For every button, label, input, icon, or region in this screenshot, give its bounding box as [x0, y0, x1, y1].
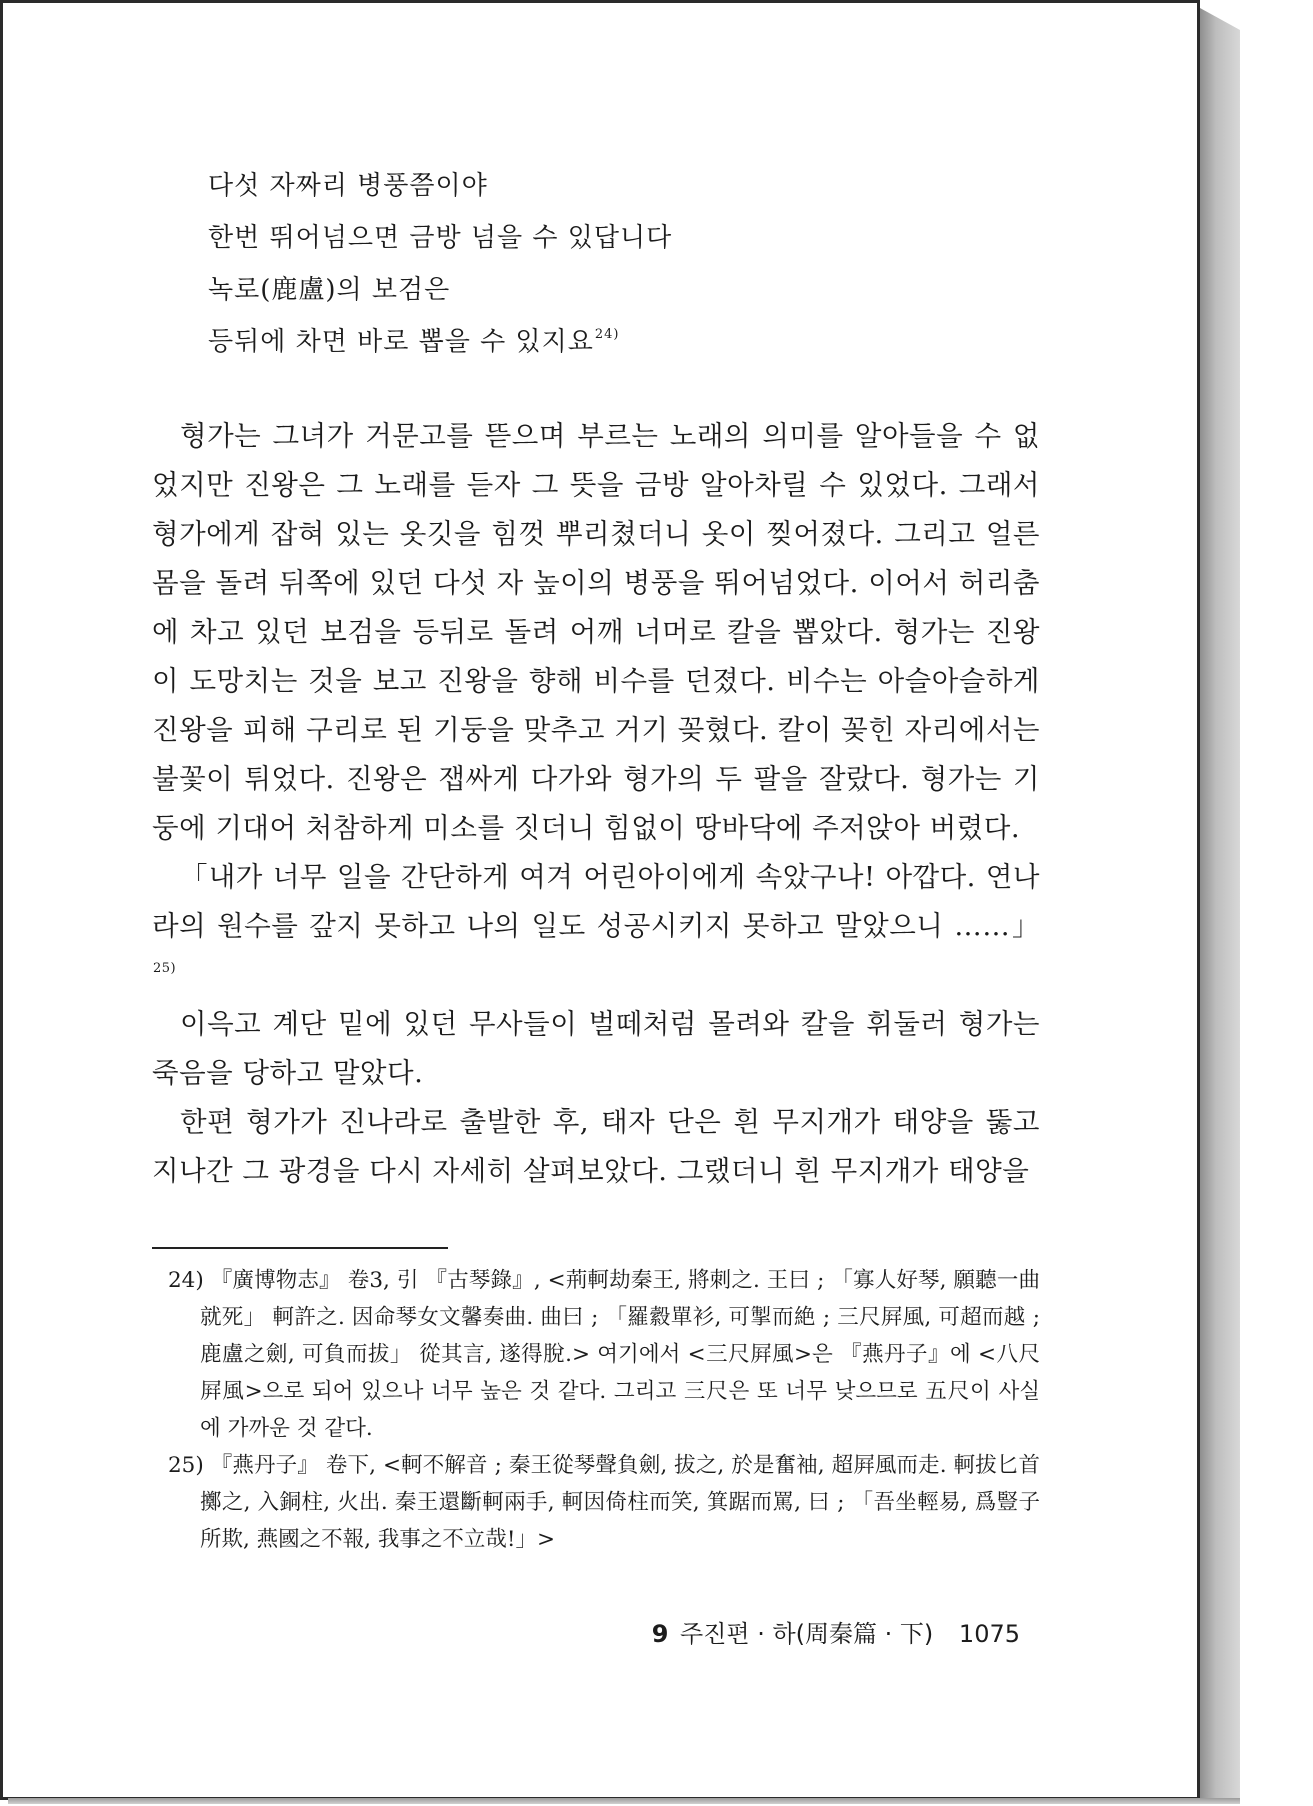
footnote-ref-24: 24) — [594, 327, 620, 342]
poem-line-2: 한번 뛰어넘으면 금방 넘을 수 있답니다 — [208, 223, 673, 253]
body-text — [152, 412, 1040, 1196]
poem-line-3: 녹로(鹿盧)의 보검은 — [208, 275, 451, 305]
page-bottom-shadow — [8, 1798, 1240, 1804]
poem-line-1: 다섯 자짜리 병풍쯤이야 — [208, 171, 488, 201]
poem-line-4 — [208, 316, 1108, 368]
paragraph-2 — [152, 853, 1040, 1000]
paragraph-4: 한편 형가가 진나라로 출발한 후, 태자 단은 흰 무지개가 태양을 뚫고 지나간 그 광경을 다시 자세히 살펴보았다. 그랬더니 흰 무지개가 태양을 — [152, 1106, 1040, 1187]
footnote-ref-25: 25) — [153, 961, 177, 976]
volume-number: 9 — [651, 1620, 669, 1648]
paragraph-1: 형가는 그녀가 거문고를 뜯으며 부르는 노래의 의미를 알아들을 수 없었지만 진왕은 그 노래를 듣자 그 뜻을 금방 알아차릴 수 있었다. 그래서 형가에게 잡혀 있는 옷깃을 힘껏 뿌리쳤더니 옷이 찢어졌다. 그리고 얼른 몸을 돌려 뒤쪽에 있던 다섯 자 높이의 병풍을 뛰어넘었다. 이어서 허리춤에 차고 있던 보검을 등뒤로 돌려 어깨 너머로 칼을 뽑았다. 형가는 진왕이 도망치는 것을 보고 진왕을 향해 비수를 던졌다. 비수는 아슬아슬하게 진왕을 피해 구리로 된 기둥을 맞추고 거기 꽂혔다. 칼이 꽂힌 자리에서는 불꽃이 튀었다. 진왕은 잽싸게 다가와 형가의 두 팔을 잘랐다. 형가는 기둥에 기대어 처참하게 미소를 짓더니 힘없이 땅바닥에 주저앉아 버렸다. — [152, 420, 1040, 844]
poem-line-4-text: 등뒤에 차면 바로 뽑을 수 있지요 — [208, 327, 594, 357]
paragraph-3: 이윽고 계단 밑에 있던 무사들이 벌떼처럼 몰려와 칼을 휘둘러 형가는 죽음을 당하고 말았다. — [152, 1008, 1040, 1089]
footnotes — [168, 1262, 1040, 1558]
poem-block — [208, 160, 1108, 368]
page-number: 1075 — [958, 1620, 1020, 1648]
footnote-24: 24) 『廣博物志』 卷3, 引 『古琴錄』, <荊軻劫秦王, 將刺之. 王曰 ; 「寡人好琴, 願聽一曲就死」 軻許之. 因命琴女文馨奏曲. 曲曰 ; 「羅縠單衫, 可掣而絶 ; 三尺屛風, 可超而越 ; 鹿盧之劍, 可負而拔」 從其言, 遂得脫.> 여기에서 <三尺屛風>은 『燕丹子』에 <八尺屛風>으로 되어 있으나 너무 높은 것 같다. 그리고 三尺은 또 너무 낮으므로 五尺이 사실에 가까운 것 같다. — [168, 1268, 1040, 1441]
section-title: 주진편 · 하(周秦篇 · 下) — [680, 1620, 934, 1648]
paragraph-2-text: 「내가 너무 일을 간단하게 여겨 어린아이에게 속았구나! 아깝다. 연나라의 원수를 갚지 못하고 나의 일도 성공시키지 못하고 말았으니 ……」 — [152, 861, 1040, 942]
footnote-25: 25) 『燕丹子』 卷下, <軻不解音 ; 秦王從琴聲負劍, 拔之, 於是奮袖, 超屛風而走. 軻拔匕首擲之, 入銅柱, 火出. 秦王還斷軻兩手, 軻因倚柱而笑, 箕踞而罵, 曰 ; 「吾坐輕易, 爲豎子所欺, 燕國之不報, 我事之不立哉!」> — [168, 1453, 1040, 1552]
footnote-separator — [152, 1247, 448, 1249]
page-edge-shadow — [1200, 8, 1240, 1801]
running-footer — [600, 1614, 1020, 1649]
